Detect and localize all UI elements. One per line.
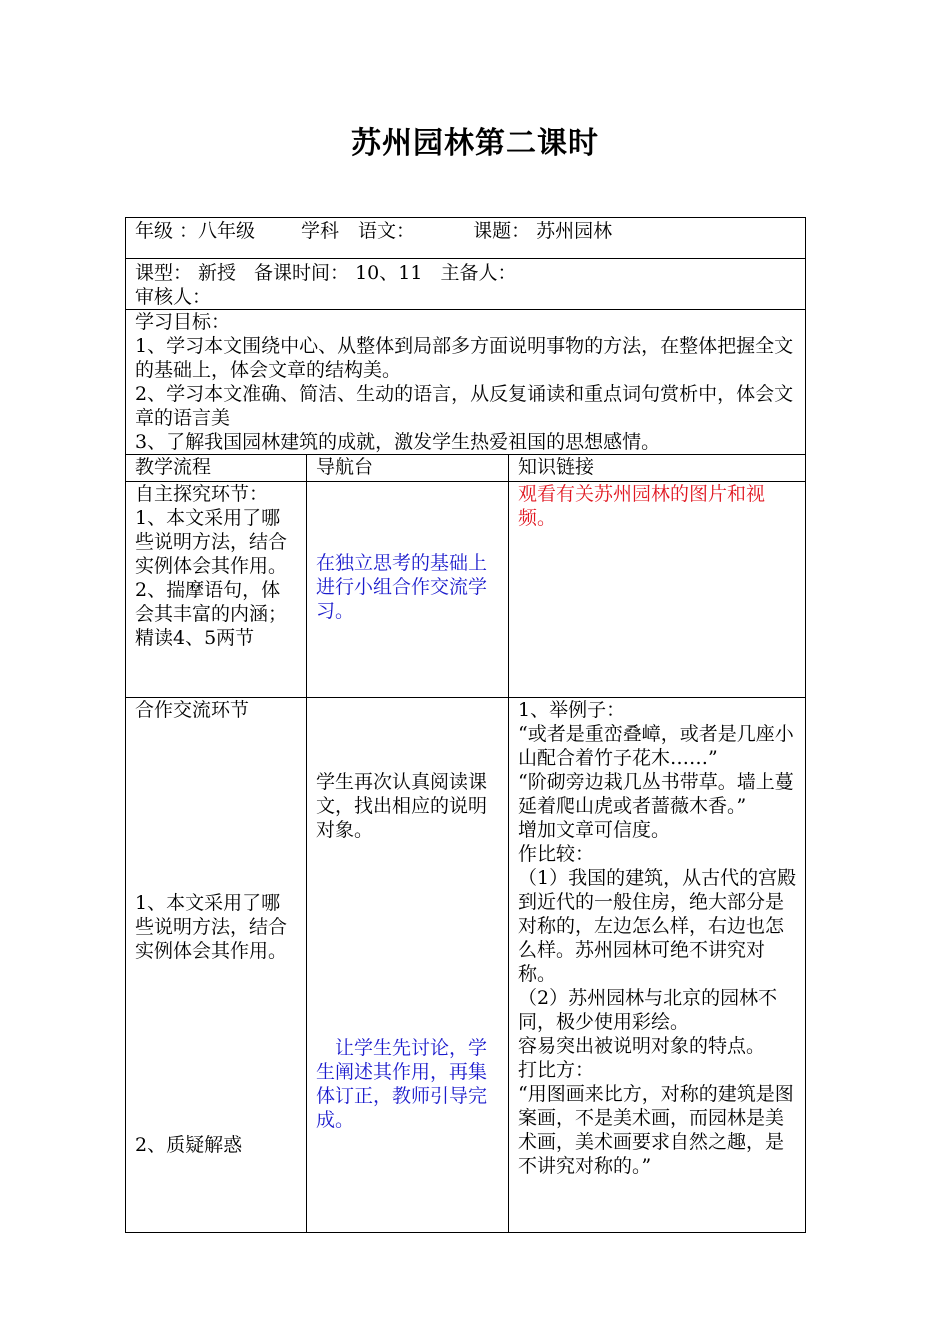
column-header-row [126, 455, 806, 482]
section-2-heading: 合作交流环节 [135, 699, 250, 721]
objective-2: 2、学习本文准确、简洁、生动的语言，从反复诵读和重点词句赏析中，体会文章的语言美 [135, 383, 794, 429]
column-header-link: 知识链接 [509, 455, 806, 482]
page-title: 苏州园林第二课时 [351, 126, 599, 161]
section-2-row [126, 698, 806, 1233]
grade-field: 年级 ：八年级 [135, 220, 256, 242]
example-label: 1、举例子： [518, 699, 626, 721]
objectives-row [126, 310, 806, 455]
section-1-flow [126, 482, 307, 698]
reviewer-field: 审核人： [135, 286, 212, 308]
compare-2: （2）苏州园林与北京的园林不同，极少使用彩绘。 [518, 987, 778, 1033]
compare-label: 作比较： [518, 843, 595, 865]
section-2-question-1: 1、本文采用了哪些说明方法，结合实例体会其作用。 [135, 892, 288, 962]
subject-field: 学科 语文： [301, 220, 416, 242]
compare-effect: 容易突出被说明对象的特点。 [518, 1035, 766, 1057]
analogy-1: “用图画来比方，对称的建筑是图案画，不是美术画，而园林是美术画，美术画要求自然之趣，是不讲究对称的。” [518, 1083, 794, 1177]
objective-1: 1、学习本文围绕中心、从整体到局部多方面说明事物的方法，在整体把握全文的基础上，体会文章的结构美。 [135, 335, 794, 381]
analogy-label: 打比方： [518, 1059, 595, 1081]
objectives-cell [126, 310, 806, 455]
column-header-guide: 导航台 [307, 455, 509, 482]
objective-3: 3、了解我国园林建筑的成就，激发学生热爱祖国的思想感情。 [135, 431, 661, 453]
column-header-flow: 教学流程 [126, 455, 307, 482]
section-2-flow [126, 698, 307, 1233]
preparer-field: 主备人： [440, 262, 517, 284]
lesson-type-field: 课型： 新授 [135, 262, 237, 284]
objectives-label: 学习目标： [135, 311, 231, 333]
example-effect: 增加文章可信度。 [518, 819, 671, 841]
section-1-link [509, 482, 806, 698]
section-1-guide-text: 在独立思考的基础上进行小组合作交流学习。 [316, 551, 488, 622]
section-1-link-text: 观看有关苏州园林的图片和视频。 [518, 483, 766, 529]
section-1-question-2: 2、揣摩语句，体会其丰富的内涵；精读4、5两节 [135, 579, 288, 649]
header-cell-2 [126, 259, 806, 310]
section-2-question-2: 2、质疑解惑 [135, 1134, 243, 1156]
example-2: “阶砌旁边栽几丛书带草。墙上蔓延着爬山虎或者蔷薇木香。” [518, 771, 794, 817]
lesson-plan-table [125, 217, 806, 1233]
header-cell-1 [126, 218, 806, 259]
section-1-question-1: 1、本文采用了哪些说明方法，结合实例体会其作用。 [135, 507, 288, 577]
section-2-link [509, 698, 806, 1233]
compare-1: （1）我国的建筑，从古代的宫殿到近代的一般住房，绝大部分是对称的，左边怎么样，右边也怎么样。苏州园林可绝不讲究对称。 [518, 867, 797, 985]
prep-time-field: 备课时间： 10、11 [254, 262, 423, 284]
header-row-2 [126, 259, 806, 310]
section-2-guide-2: 让学生先讨论，学生阐述其作用，再集体订正，教师引导完成。 [316, 1037, 488, 1131]
section-1-guide [307, 482, 509, 698]
section-1-heading: 自主探究环节： [135, 483, 269, 505]
section-2-guide-1: 学生再次认真阅读课文，找出相应的说明对象。 [316, 771, 488, 841]
example-1: “或者是重峦叠嶂，或者是几座小山配合着竹子花木……” [518, 723, 794, 769]
section-2-guide [307, 698, 509, 1233]
section-1-row [126, 482, 806, 698]
topic-field: 课题： 苏州园林 [473, 220, 613, 242]
header-row-1 [126, 218, 806, 259]
